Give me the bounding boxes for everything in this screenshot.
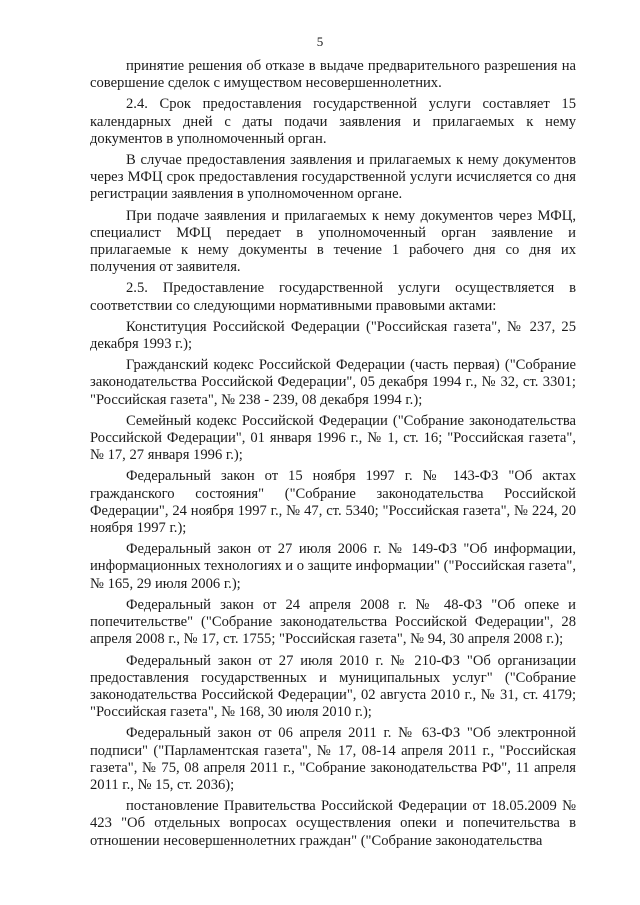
page-number: 5: [316, 34, 324, 49]
legal-act-government-decree: постановление Правительства Российской Федерации от 18.05.2009 № 423 "Об отдельных вопросах осуществления опеки и попечительства в отношении несовершеннолетних граждан" ("Собрание законодательства: [90, 798, 576, 849]
legal-act-information: Федеральный закон от 27 июля 2006 г. № 149-ФЗ "Об информации, информационных технологиях и о защите информации" ("Российская газета", № 165, 29 июля 2006 г.);: [90, 541, 576, 592]
legal-act-family-code: Семейный кодекс Российской Федерации ("Собрание законодательства Российской Федерации", 01 января 1996 г., № 1, ст. 16; "Российская газета", № 17, 27 января 1996 г.);: [90, 412, 576, 464]
paragraph-refusal-decision: принятие решения об отказе в выдаче предварительного разрешения на совершение сделок с имуществом несовершеннолетних.: [90, 58, 576, 92]
paragraph-2-4-term: 2.4. Срок предоставления государственной услуги составляет 15 календарных дней с даты подачи заявления и прилагаемых к нему документов в уполномоченный орган.: [90, 96, 576, 147]
legal-act-civil-status: Федеральный закон от 15 ноября 1997 г. № 143-ФЗ "Об актах гражданского состояния" ("Собрание законодательства Российской Федерации", 24 ноября 1997 г., № 47, ст. 5340; "Российская газета", № 224, 20 ноября 1997 г.);: [90, 468, 576, 537]
legal-act-guardianship: Федеральный закон от 24 апреля 2008 г. № 48-ФЗ "Об опеке и попечительстве" ("Собрание законодательства Российской Федерации", 28 апреля 2008 г., № 17, ст. 1755; "Российская газета", № 94, 30 апреля 2008 г.);: [90, 596, 576, 648]
paragraph-mfc-term: В случае предоставления заявления и прилагаемых к нему документов через МФЦ срок предоставления государственной услуги исчисляется со дня регистрации заявления в уполномоченном органе.: [90, 152, 576, 203]
legal-act-constitution: Конституция Российской Федерации ("Российская газета", № 237, 25 декабря 1993 г.);: [90, 318, 576, 353]
legal-act-electronic-signature: Федеральный закон от 06 апреля 2011 г. № 63-ФЗ "Об электронной подписи" ("Парламентская газета", № 17, 08-14 апреля 2011 г., "Российская газета", № 75, 08 апреля 2011 г., "Собрание законодательства РФ", 11 апреля 2011 г., № 15, ст. 2036);: [90, 725, 576, 793]
paragraph-2-5-legal-acts: 2.5. Предоставление государственной услуги осуществляется в соответствии со следующими нормативными правовыми актами:: [90, 280, 576, 314]
document-body: [90, 58, 576, 854]
legal-act-public-services: Федеральный закон от 27 июля 2010 г. № 210-ФЗ "Об организации предоставления государственных и муниципальных услуг" ("Собрание законодательства Российской Федерации", 02 августа 2010 г., № 31, ст. 4179; "Российская газета", № 168, 30 июля 2010 г.);: [90, 652, 576, 721]
legal-act-civil-code: Гражданский кодекс Российской Федерации (часть первая) ("Собрание законодательства Российской Федерации", 05 декабря 1994 г., № 32, ст. 3301; "Российская газета", № 238 - 239, 08 декабря 1994 г.);: [90, 357, 576, 408]
paragraph-mfc-transfer: При подаче заявления и прилагаемых к нему документов через МФЦ, специалист МФЦ передает в уполномоченный орган заявление и прилагаемые к нему документы в течение 1 рабочего дня со дня их получения от заявителя.: [90, 207, 576, 276]
